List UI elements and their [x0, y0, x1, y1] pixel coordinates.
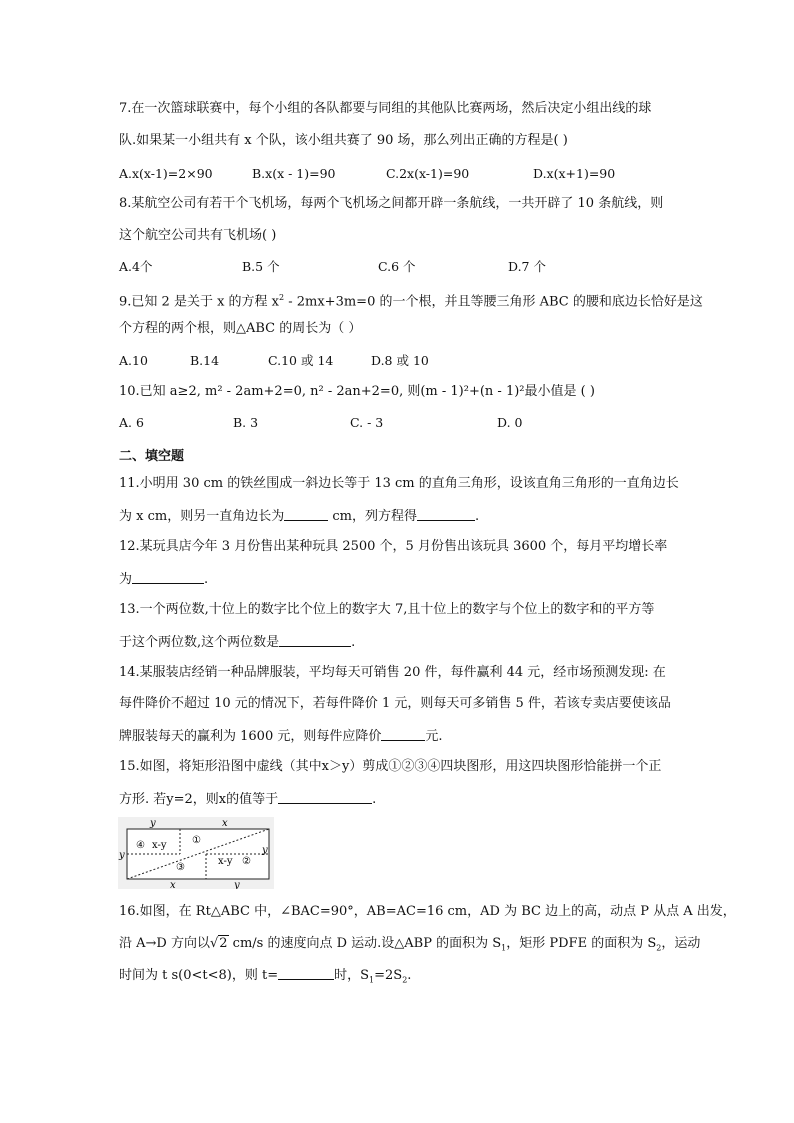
q15-figure-svg	[118, 817, 274, 889]
q9-option-d: D.8 或 10	[371, 353, 429, 368]
figure-label-bottom-y: y	[234, 880, 240, 889]
sqrt-radicand: 2	[219, 936, 228, 951]
q7-option-c: C.2x(x-1)=90	[386, 166, 470, 181]
q10-option-b: B. 3	[233, 415, 259, 430]
q14-text-a: 牌服装每天的赢利为 1600 元，则每件应降价	[119, 729, 382, 744]
q11-text-b: cm，列方程得	[328, 509, 417, 524]
q11-text-c: .	[474, 509, 480, 524]
q8-option-b: B.5 个	[242, 259, 280, 274]
figure-piece-3: ③	[176, 862, 185, 873]
q16-line2: 沿 A→D 方向以√2 cm/s 的速度向点 D 运动.设△ABP 的面积为 $S_1$，矩形 PDFE 的面积为 $S_2$，运动	[119, 936, 701, 953]
q16-text-h: .	[407, 968, 412, 983]
figure-label-bottom-x: x	[170, 880, 176, 889]
q11-line2	[119, 508, 479, 525]
q11-blank-1[interactable]	[284, 508, 328, 521]
q7-line1: 7.在一次篮球联赛中，每个小组的各队都要与同组的其他队比赛两场，然后决定小组出线的球	[119, 101, 652, 116]
q7-line2: 队.如果某一小组共有 x 个队，该小组共赛了 90 场，那么列出正确的方程是( )	[119, 133, 568, 148]
q8-option-c: C.6 个	[378, 259, 416, 274]
q8-option-d: D.7 个	[508, 259, 546, 274]
q16-text-d: ，运动	[661, 936, 701, 951]
q12-text-a: 为	[119, 572, 133, 587]
q16-text-a: 沿 A→D 方向以	[119, 936, 210, 951]
figure-label-top-x: x	[222, 818, 228, 829]
figure-label-left-y: y	[119, 850, 125, 861]
q10-option-a: A. 6	[119, 415, 144, 430]
q11-line1: 11.小明用 30 cm 的铁丝围成一斜边长等于 13 cm 的直角三角形，设该直角三角形的一直角边长	[119, 476, 679, 491]
q16-line3: 时间为 t s(0<t<8)，则 t= 时，$S_1=2S_2$.	[119, 968, 412, 985]
q16-text-c: ，矩形 PDFE 的面积为 S	[506, 936, 657, 951]
q13-blank[interactable]	[279, 634, 351, 647]
q16-text-e: 时间为 t s(0<t<8)，则 t=	[119, 968, 279, 983]
q16-text-b: cm/s 的速度向点 D 运动.设△ABP 的面积为 S	[228, 936, 502, 951]
q9-option-c: C.10 或 14	[268, 353, 334, 368]
q14-line3	[119, 728, 443, 745]
section-heading-fill-blank: 二、填空题	[119, 449, 185, 464]
q15-line1: 15.如图，将矩形沿图中虚线（其中x＞y）剪成①②③④四块图形，用这四块图形恰能拼一个正	[119, 759, 662, 774]
q10-line1: 10.已知 a≥2, m² - 2am+2=0, n² - 2an+2=0, 则(m - 1)²+(n - 1)²最小值是 ( )	[119, 384, 595, 399]
q9-line2: 个方程的两个根，则△ABC 的周长为（ ）	[119, 321, 362, 336]
q14-line1: 14.某服装店经销一种品牌服装，平均每天可销售 20 件，每件赢利 44 元，经市场预测发现: 在	[119, 665, 666, 680]
q10-option-c: C. - 3	[350, 415, 384, 430]
q12-line1: 12.某玩具店今年 3 月份售出某种玩具 2500 个，5 月份售出该玩具 3600 个，每月平均增长率	[119, 539, 668, 554]
q7-option-a: A.x(x-1)=2×90	[119, 166, 213, 181]
q8-line1: 8.某航空公司有若干个飞机场，每两个飞机场之间都开辟一条航线，一共开辟了 10 条航线，则	[119, 196, 664, 211]
figure-piece-4: ④	[136, 840, 145, 851]
sqrt-symbol: √2	[209, 936, 228, 951]
q9-line1: 9.已知 2 是关于 x 的方程 $x^2 - 2mx+3m=0$ 的一个根，并且等腰三角形 ABC 的腰和底边长恰好是这	[119, 293, 703, 310]
q13-line1: 13.一个两位数,十位上的数字比个位上的数字大 7,且十位上的数字与个位上的数字和的平方等	[119, 602, 655, 617]
q15-blank[interactable]	[278, 791, 372, 804]
q14-line2: 每件降价不超过 10 元的情况下，若每件降价 1 元，则每天可多销售 5 件，若该专卖店要使该品	[119, 696, 671, 711]
figure-piece-4-label: x-y	[152, 840, 167, 851]
q15-text-a: 方形. 若y=2，则x的值等于	[119, 792, 279, 807]
q9-option-b: B.14	[190, 353, 220, 368]
q7-option-b: B.x(x - 1)=90	[252, 166, 336, 181]
q8-line2: 这个航空公司共有飞机场( )	[119, 228, 277, 243]
q15-rectangle-figure	[118, 817, 274, 893]
q14-blank[interactable]	[381, 728, 425, 741]
q9-text-b: - 2mx+3m=0 的一个根，并且等腰三角形 ABC 的腰和底边长恰好是这	[284, 294, 703, 310]
q16-blank[interactable]	[278, 967, 334, 980]
q15-text-b: .	[372, 792, 377, 807]
figure-piece-2-label: x-y	[218, 856, 233, 867]
q10-option-d: D. 0	[497, 415, 523, 430]
q16-line1: 16.如图，在 Rt△ABC 中，∠BAC=90°，AB=AC=16 cm，AD 为 BC 边上的高，动点 P 从点 A 出发，	[119, 904, 736, 919]
q9-option-a: A.10	[119, 353, 148, 368]
q14-text-b: 元.	[425, 729, 443, 744]
q7-option-d: D.x(x+1)=90	[533, 166, 616, 181]
q12-blank[interactable]	[132, 571, 204, 584]
q13-line2	[119, 634, 355, 651]
figure-label-top-y: y	[150, 818, 156, 829]
figure-label-right-y: y	[262, 845, 268, 856]
q13-text-a: 于这个两位数,这个两位数是	[119, 635, 280, 650]
q16-text-f: 时，S	[334, 968, 370, 983]
q12-line2	[119, 571, 208, 588]
q13-text-b: .	[351, 635, 356, 650]
q16-text-g: =2S	[374, 968, 403, 983]
q11-text-a: 为 x cm，则另一直角边长为	[119, 509, 285, 524]
q12-text-b: .	[204, 572, 209, 587]
q8-option-a: A.4个	[119, 259, 153, 274]
q11-blank-2[interactable]	[417, 508, 475, 521]
figure-piece-1: ①	[192, 835, 201, 846]
figure-piece-2: ②	[242, 856, 251, 867]
q9-text-a: 9.已知 2 是关于 x 的方程 x	[119, 294, 279, 310]
q15-line2	[119, 791, 376, 808]
